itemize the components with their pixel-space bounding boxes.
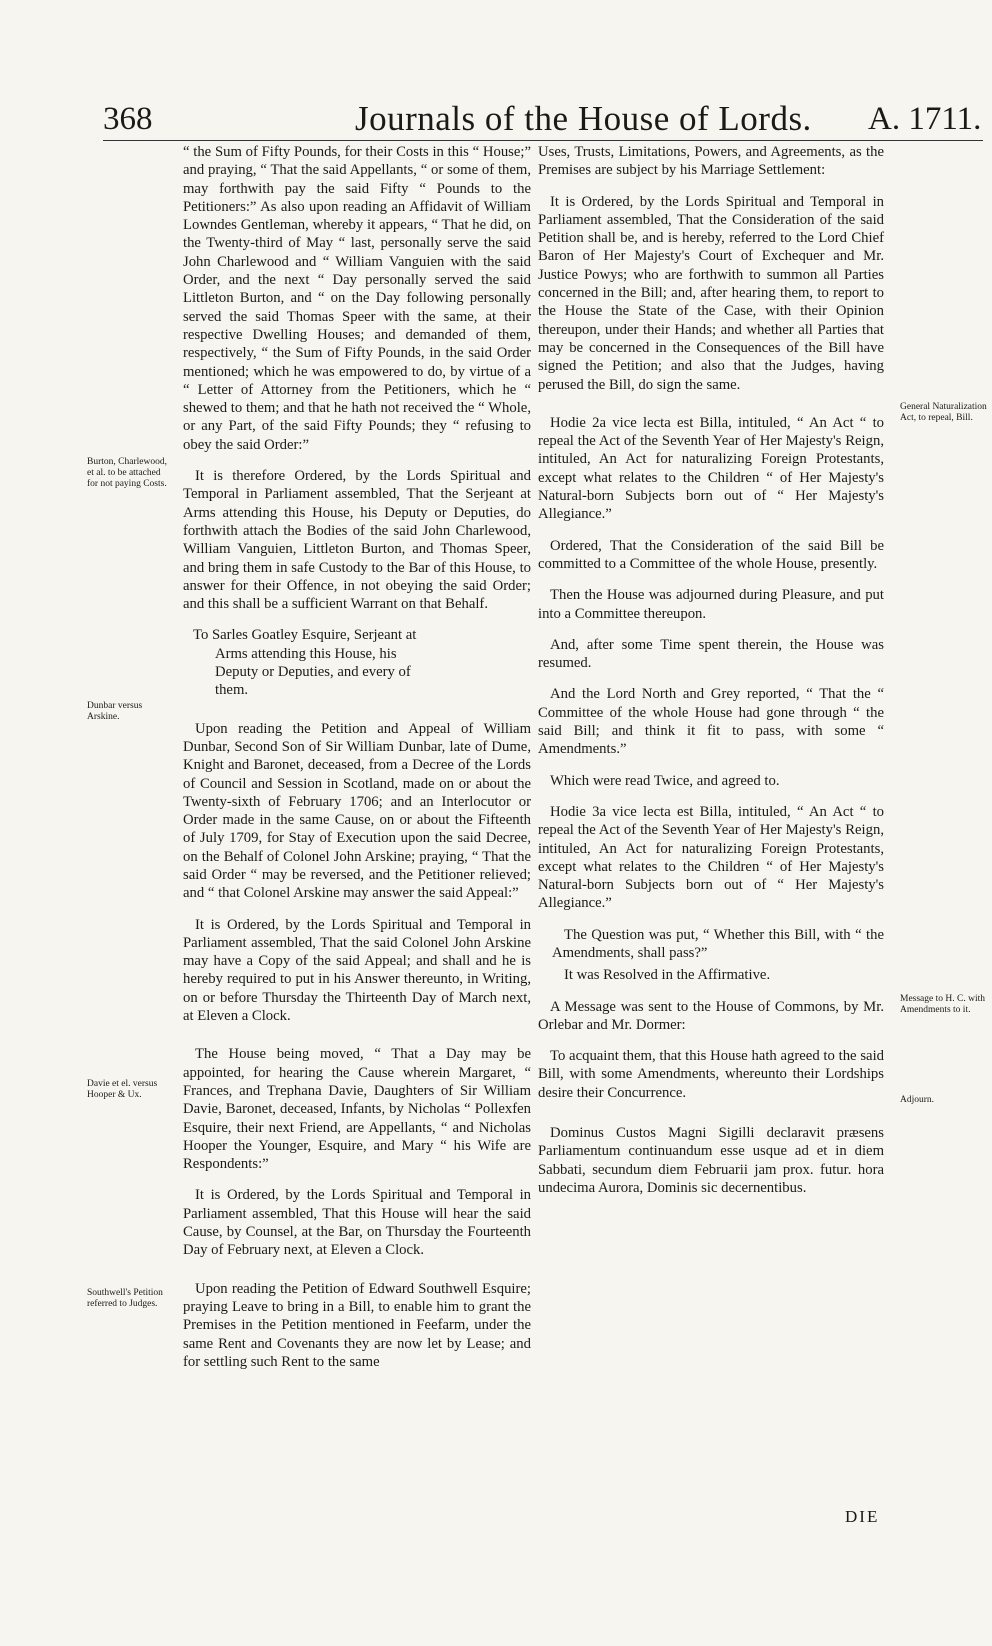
paragraph-house-resumed: And, after some Time spent therein, the House was resumed.	[538, 636, 884, 672]
paragraph-third-reading: Hodie 3a vice lecta est Billa, intituled, “ An Act “ to repeal the Act of the Seventh Year of Her Majesty's Reign, intituled, An Act for naturalizing Foreign Protestants, except what relates to the Children “ of Her Majesty's Natural-born Subjects born out of “ Her Majesty's Allegiance.”	[538, 803, 884, 912]
paragraph-costs-affidavit: “ the Sum of Fifty Pounds, for their Costs in this “ House;” and praying, “ That the said Appellants, “ or some of them, may forthwith pay the said Fifty “ Pounds to the Petitioners:” As also upon reading an Affidavit of William Lowndes Gentleman, whereby it appears, “ That he did, on the Twenty-third of May “ last, personally serve the said John Charlewood and “ William Vanguien with the said Order, and the next “ Day personally served the said Littleton Burton, and “ on the Day following personally served the said Thomas Speer with the same, at their respective Dwelling Houses; and demanded of them, respectively, “ the Sum of Fifty Pounds, in the said Order mentioned; which he was empowered to do, by virtue of a “ Letter of Attorney from the Petitioners, which he “ shewed to them; and that he hath not received the “ Whole, or any Part, of the said Fifty Pounds; they “ refusing to obey the said Order:”	[183, 144, 531, 453]
paragraph-adjournment-latin: Dominus Custos Magni Sigilli declaravit præsens Parliamentum continuandum esse usque ad et in diem Sabbati, secundum diem Februarii jam prox. futur. hora undecima Aurora, Dominis sic decernentibus.	[538, 1125, 884, 1196]
paragraph-southwell-referral: It is Ordered, by the Lords Spiritual and Temporal in Parliament assembled, That the Consideration of the said Petition shall be, and is hereby, referred to the Lord Chief Baron of Her Majesty's Court of Exchequer and Mr. Justice Powys; who are forthwith to summon all Parties concerned in the Bill; and, after hearing them, to report to the House the State of the Case, with their Opinion thereupon, under their Hands; and whether all Parties that may be concerned in the Consequences of the Bill have signed the Petition; and also that the Judges, having perused the Bill, do sign the same.	[538, 193, 884, 393]
page-number: 368	[103, 101, 153, 137]
margin-note-adjourn: Adjourn.	[900, 1095, 935, 1105]
paragraph-attach-order: It is therefore Ordered, by the Lords Spiritual and Temporal in Parliament assembled, That the Serjeant at Arms attending this House, his Deputy or Deputies, do forthwith attach the Bodies of the said John Charlewood, William Vanguien, Littleton Burton, and Thomas Speer, and bring them in safe Custody to the Bar of this House, to answer for their Offence, in not obeying the said Order; and this shall be a sufficient Warrant on that Behalf.	[183, 468, 531, 613]
paragraph-resolved: It was Resolved in the Affirmative.	[564, 967, 771, 984]
margin-note-davie: Davie et el. versus Hooper & Ux.	[87, 1079, 158, 1100]
header-rule	[103, 140, 983, 141]
warrant-address	[193, 626, 531, 699]
running-title: Journals of the House of Lords.	[355, 99, 812, 138]
paragraph-message-sent: A Message was sent to the House of Commons, by Mr. Orlebar and Mr. Dormer:	[538, 998, 884, 1033]
warrant-line: To Sarles Goatley Esquire, Serjeant at	[193, 627, 417, 644]
margin-note-dunbar: Dunbar versus Arskine.	[87, 701, 143, 722]
right-column	[538, 143, 884, 1210]
paragraph-davie-motion: The House being moved, “ That a Day may be appointed, for hearing the Cause wherein Margaret, “ Frances, and Trephana Davie, Daughters of Sir William Davie, Baronet, deceased, Infants, by Nicholas “ Pollexfen Esquire, their next Friend, are Appellants, “ and Nicholas Hooper the Younger, Esquire, and Mary “ his Wife are Respondents:”	[183, 1046, 531, 1173]
paragraph-question: The Question was put, “ Whether this Bill, with “ the Amendments, shall pass?”	[552, 926, 884, 961]
paragraph-second-reading: Hodie 2a vice lecta est Billa, intituled, “ An Act “ to repeal the Act of the Seventh Year of Her Majesty's Reign, intituled, An Act for naturalizing Foreign Protestants, except what relates to the Children “ of Her Majesty's Natural-born Subjects born out of “ Her Majesty's Allegiance.”	[538, 414, 884, 523]
margin-note-message: Message to H. C. with Amendments to it.	[900, 994, 985, 1015]
paragraph-davie-order: It is Ordered, by the Lords Spiritual and Temporal in Parliament assembled, That this House will hear the said Cause, by Counsel, at the Bar, on Thursday the Fourteenth Day of February next, at Eleven a Clock.	[183, 1187, 531, 1259]
left-column	[183, 143, 531, 1384]
catchword: DIE	[845, 1507, 880, 1526]
warrant-line: Arms attending this House, his	[215, 645, 397, 662]
paragraph-message-content: To acquaint them, that this House hath agreed to the said Bill, with some Amendments, whereunto their Lordships desire their Concurrence.	[538, 1048, 884, 1101]
warrant-line: Deputy or Deputies, and every of	[215, 664, 411, 681]
paragraph-southwell-petition: Upon reading the Petition of Edward Southwell Esquire; praying Leave to bring in a Bill, to enable him to grant the Premises in the Petition mentioned in Feefarm, under the same Rent and Covenants they are now let by Lease; and for settling such Rent to the same	[183, 1280, 531, 1370]
paragraph-committee-order: Ordered, That the Consideration of the said Bill be committed to a Committee of the whole House, presently.	[538, 537, 884, 572]
year-heading: A. 1711.	[868, 101, 982, 137]
paragraph-house-adjourned: Then the House was adjourned during Pleasure, and put into a Committee thereupon.	[538, 587, 884, 622]
paragraph-dunbar-order: It is Ordered, by the Lords Spiritual and Temporal in Parliament assembled, That the said Colonel John Arskine may have a Copy of the said Appeal; and shall and he is hereby required to put in his Answer thereunto, in Writing, on or before Thursday the Thirteenth Day of March next, at Eleven a Clock.	[183, 916, 531, 1025]
margin-note-naturalization: General Naturalization Act, to repeal, Bill.	[900, 402, 987, 423]
paragraph-marriage-settlement: Uses, Trusts, Limitations, Powers, and Agreements, as the Premises are subject by his Marriage Settlement:	[538, 144, 884, 179]
margin-note-burton: Burton, Charlewood, et al. to be attached for not paying Costs.	[87, 457, 167, 489]
warrant-line: them.	[215, 682, 249, 699]
paragraph-report: And the Lord North and Grey reported, “ That the “ Committee of the whole House had gone through “ the said Bill; and think it fit to pass, with some “ Amendments.”	[538, 686, 884, 758]
paragraph-amendments-agreed: Which were read Twice, and agreed to.	[550, 772, 780, 789]
margin-note-southwell: Southwell's Petition referred to Judges.	[87, 1288, 163, 1309]
paragraph-dunbar-petition: Upon reading the Petition and Appeal of William Dunbar, Second Son of Sir William Dunbar, late of Dume, Knight and Baronet, deceased, from a Decree of the Lords of Council and Session in Scotland, made on or about the Twenty-sixth of February 1706; and an Interlocutor or Order made in the same Cause, on or about the Fifteenth of July 1709, for Stay of Execution upon the said Decree, on the Behalf of Colonel John Arskine; praying, “ That the said Order “ may be reversed, and the Petitioner relieved; and “ that Colonel Arskine may answer the said Appeal:”	[183, 720, 531, 902]
